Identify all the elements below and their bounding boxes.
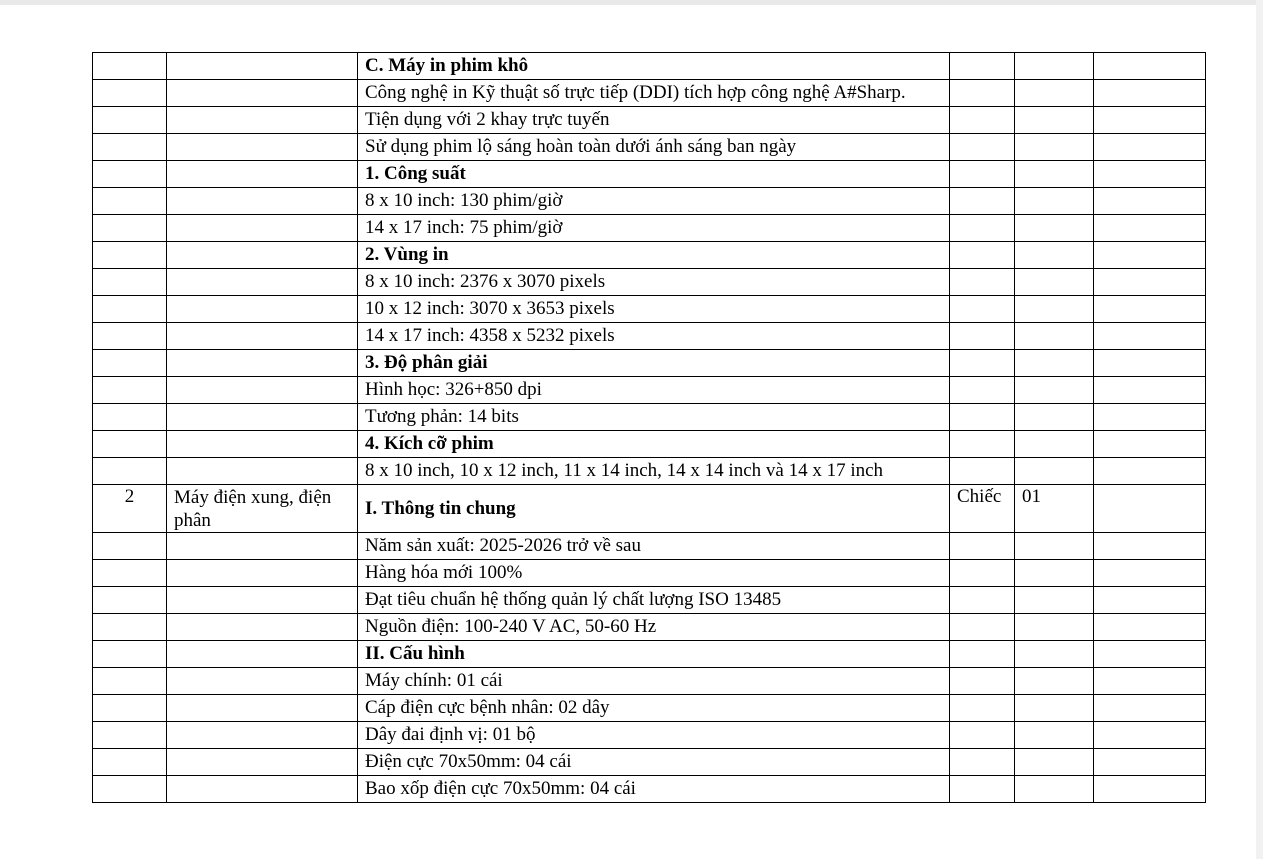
table-row xyxy=(93,161,1206,188)
empty-cell xyxy=(1094,695,1206,722)
empty-cell xyxy=(1015,722,1094,749)
empty-cell xyxy=(167,749,358,776)
empty-cell xyxy=(950,323,1015,350)
spec-description-cell: Tiện dụng với 2 khay trực tuyến xyxy=(358,107,950,134)
spec-description-cell: 10 x 12 inch: 3070 x 3653 pixels xyxy=(358,296,950,323)
empty-cell xyxy=(1094,80,1206,107)
item-name-cell: Máy điện xung, điện phân xyxy=(167,485,358,533)
empty-cell xyxy=(950,242,1015,269)
empty-cell xyxy=(167,668,358,695)
table-row xyxy=(93,695,1206,722)
table-row-item xyxy=(93,485,1206,533)
empty-cell xyxy=(1094,533,1206,560)
empty-cell xyxy=(950,776,1015,803)
empty-cell xyxy=(950,404,1015,431)
empty-cell xyxy=(93,614,167,641)
spec-description-cell: Cáp điện cực bệnh nhân: 02 dây xyxy=(358,695,950,722)
empty-cell xyxy=(1094,215,1206,242)
spec-table-item-2 xyxy=(93,485,1206,533)
empty-cell xyxy=(1015,134,1094,161)
empty-cell xyxy=(1015,215,1094,242)
spec-description-cell: 2. Vùng in xyxy=(358,242,950,269)
empty-cell xyxy=(950,107,1015,134)
empty-cell xyxy=(950,188,1015,215)
empty-cell xyxy=(950,53,1015,80)
empty-cell xyxy=(167,695,358,722)
empty-cell xyxy=(93,269,167,296)
empty-cell xyxy=(1015,533,1094,560)
spec-description-cell: Máy chính: 01 cái xyxy=(358,668,950,695)
empty-cell xyxy=(1015,323,1094,350)
empty-cell xyxy=(1094,614,1206,641)
empty-cell xyxy=(950,533,1015,560)
empty-cell xyxy=(93,749,167,776)
empty-cell xyxy=(1015,161,1094,188)
empty-cell xyxy=(1094,458,1206,485)
empty-cell xyxy=(93,431,167,458)
empty-cell xyxy=(950,161,1015,188)
table-row xyxy=(93,641,1206,668)
table-row xyxy=(93,722,1206,749)
empty-cell xyxy=(167,350,358,377)
table-row xyxy=(93,269,1206,296)
empty-cell xyxy=(167,431,358,458)
empty-cell xyxy=(1094,722,1206,749)
empty-cell xyxy=(1015,560,1094,587)
spec-description-cell: Điện cực 70x50mm: 04 cái xyxy=(358,749,950,776)
empty-cell xyxy=(93,458,167,485)
empty-cell xyxy=(1094,776,1206,803)
empty-cell xyxy=(1015,350,1094,377)
empty-cell xyxy=(950,722,1015,749)
empty-cell xyxy=(167,107,358,134)
empty-cell xyxy=(93,377,167,404)
empty-cell xyxy=(93,80,167,107)
table-row xyxy=(93,377,1206,404)
spec-table-body-top xyxy=(93,53,1206,485)
empty-cell xyxy=(167,161,358,188)
empty-cell xyxy=(93,242,167,269)
spec-description-cell: Đạt tiêu chuẩn hệ thống quản lý chất lượng ISO 13485 xyxy=(358,587,950,614)
table-row xyxy=(93,560,1206,587)
empty-cell xyxy=(950,350,1015,377)
spec-description-cell: Nguồn điện: 100-240 V AC, 50-60 Hz xyxy=(358,614,950,641)
item-desc-cell: I. Thông tin chung xyxy=(358,485,950,533)
table-row xyxy=(93,296,1206,323)
empty-cell xyxy=(1094,404,1206,431)
empty-cell xyxy=(167,641,358,668)
empty-cell xyxy=(93,134,167,161)
empty-cell xyxy=(1094,431,1206,458)
empty-cell xyxy=(1015,749,1094,776)
empty-cell xyxy=(1094,749,1206,776)
empty-cell xyxy=(167,614,358,641)
table-row xyxy=(93,458,1206,485)
empty-cell xyxy=(950,296,1015,323)
empty-cell xyxy=(1094,188,1206,215)
table-row xyxy=(93,188,1206,215)
spec-description-cell: 8 x 10 inch, 10 x 12 inch, 11 x 14 inch, 14 x 14 inch và 14 x 17 inch xyxy=(358,458,950,485)
empty-cell xyxy=(93,296,167,323)
item-note-cell xyxy=(1094,485,1206,533)
empty-cell xyxy=(93,560,167,587)
table-row xyxy=(93,404,1206,431)
spec-description-cell: Năm sản xuất: 2025-2026 trở về sau xyxy=(358,533,950,560)
empty-cell xyxy=(950,134,1015,161)
spec-description-cell: Dây đai định vị: 01 bộ xyxy=(358,722,950,749)
item-qty-cell: 01 xyxy=(1015,485,1094,533)
spec-description-cell: 3. Độ phân giải xyxy=(358,350,950,377)
empty-cell xyxy=(950,431,1015,458)
empty-cell xyxy=(950,695,1015,722)
empty-cell xyxy=(93,722,167,749)
empty-cell xyxy=(93,587,167,614)
empty-cell xyxy=(1015,668,1094,695)
table-row xyxy=(93,749,1206,776)
empty-cell xyxy=(950,80,1015,107)
empty-cell xyxy=(1015,587,1094,614)
empty-cell xyxy=(167,53,358,80)
empty-cell xyxy=(167,458,358,485)
empty-cell xyxy=(1015,404,1094,431)
empty-cell xyxy=(1094,323,1206,350)
empty-cell xyxy=(93,161,167,188)
table-row xyxy=(93,134,1206,161)
empty-cell xyxy=(950,641,1015,668)
table-row xyxy=(93,431,1206,458)
empty-cell xyxy=(950,458,1015,485)
empty-cell xyxy=(93,350,167,377)
empty-cell xyxy=(93,404,167,431)
table-row xyxy=(93,323,1206,350)
empty-cell xyxy=(167,323,358,350)
spec-description-cell: Tương phản: 14 bits xyxy=(358,404,950,431)
empty-cell xyxy=(950,749,1015,776)
empty-cell xyxy=(1094,107,1206,134)
spec-description-cell: II. Cấu hình xyxy=(358,641,950,668)
empty-cell xyxy=(1094,641,1206,668)
empty-cell xyxy=(1094,296,1206,323)
empty-cell xyxy=(167,587,358,614)
empty-cell xyxy=(1015,107,1094,134)
spec-description-cell: Sử dụng phim lộ sáng hoàn toàn dưới ánh sáng ban ngày xyxy=(358,134,950,161)
item-unit-cell: Chiếc xyxy=(950,485,1015,533)
empty-cell xyxy=(167,215,358,242)
empty-cell xyxy=(1015,296,1094,323)
empty-cell xyxy=(1015,377,1094,404)
spec-description-cell: 1. Công suất xyxy=(358,161,950,188)
empty-cell xyxy=(93,188,167,215)
empty-cell xyxy=(167,776,358,803)
item-stt-cell: 2 xyxy=(93,485,167,533)
empty-cell xyxy=(93,533,167,560)
empty-cell xyxy=(1094,350,1206,377)
spec-description-cell: C. Máy in phim khô xyxy=(358,53,950,80)
spec-description-cell: 14 x 17 inch: 75 phim/giờ xyxy=(358,215,950,242)
empty-cell xyxy=(1094,269,1206,296)
empty-cell xyxy=(167,296,358,323)
empty-cell xyxy=(950,668,1015,695)
empty-cell xyxy=(1015,269,1094,296)
spec-description-cell: 8 x 10 inch: 130 phim/giờ xyxy=(358,188,950,215)
spec-table-body-bottom xyxy=(93,533,1206,803)
empty-cell xyxy=(950,377,1015,404)
empty-cell xyxy=(1094,377,1206,404)
window-edge xyxy=(1256,0,1263,859)
empty-cell xyxy=(1015,776,1094,803)
empty-cell xyxy=(950,215,1015,242)
empty-cell xyxy=(1015,188,1094,215)
spec-description-cell: 4. Kích cỡ phim xyxy=(358,431,950,458)
empty-cell xyxy=(1015,695,1094,722)
table-row xyxy=(93,350,1206,377)
empty-cell xyxy=(167,533,358,560)
document-page xyxy=(0,5,1257,859)
empty-cell xyxy=(950,269,1015,296)
empty-cell xyxy=(93,695,167,722)
empty-cell xyxy=(1094,587,1206,614)
empty-cell xyxy=(93,641,167,668)
empty-cell xyxy=(167,188,358,215)
table-row xyxy=(93,587,1206,614)
table-row xyxy=(93,107,1206,134)
empty-cell xyxy=(1094,560,1206,587)
spec-description-cell: Bao xốp điện cực 70x50mm: 04 cái xyxy=(358,776,950,803)
spec-description-cell: 8 x 10 inch: 2376 x 3070 pixels xyxy=(358,269,950,296)
empty-cell xyxy=(1094,242,1206,269)
table-row xyxy=(93,53,1206,80)
empty-cell xyxy=(93,53,167,80)
empty-cell xyxy=(1094,161,1206,188)
spec-description-cell: Hàng hóa mới 100% xyxy=(358,560,950,587)
empty-cell xyxy=(93,215,167,242)
empty-cell xyxy=(1015,431,1094,458)
empty-cell xyxy=(1015,242,1094,269)
spec-description-cell: Công nghệ in Kỹ thuật số trực tiếp (DDI) tích hợp công nghệ A#Sharp. xyxy=(358,80,950,107)
table-row xyxy=(93,533,1206,560)
table-row xyxy=(93,215,1206,242)
table-row xyxy=(93,80,1206,107)
empty-cell xyxy=(1015,614,1094,641)
empty-cell xyxy=(1015,80,1094,107)
empty-cell xyxy=(167,242,358,269)
empty-cell xyxy=(1015,641,1094,668)
spec-description-cell: 14 x 17 inch: 4358 x 5232 pixels xyxy=(358,323,950,350)
empty-cell xyxy=(167,377,358,404)
empty-cell xyxy=(950,587,1015,614)
empty-cell xyxy=(167,269,358,296)
empty-cell xyxy=(93,776,167,803)
empty-cell xyxy=(167,134,358,161)
empty-cell xyxy=(167,560,358,587)
empty-cell xyxy=(167,722,358,749)
spec-description-cell: Hình học: 326+850 dpi xyxy=(358,377,950,404)
empty-cell xyxy=(1015,53,1094,80)
table-row xyxy=(93,242,1206,269)
table-row xyxy=(93,614,1206,641)
empty-cell xyxy=(950,560,1015,587)
table-row xyxy=(93,776,1206,803)
empty-cell xyxy=(1094,53,1206,80)
empty-cell xyxy=(93,668,167,695)
table-row xyxy=(93,668,1206,695)
empty-cell xyxy=(1094,134,1206,161)
empty-cell xyxy=(93,107,167,134)
empty-cell xyxy=(93,323,167,350)
empty-cell xyxy=(167,404,358,431)
empty-cell xyxy=(167,80,358,107)
empty-cell xyxy=(1094,668,1206,695)
empty-cell xyxy=(950,614,1015,641)
spec-table xyxy=(92,52,1206,803)
empty-cell xyxy=(1015,458,1094,485)
